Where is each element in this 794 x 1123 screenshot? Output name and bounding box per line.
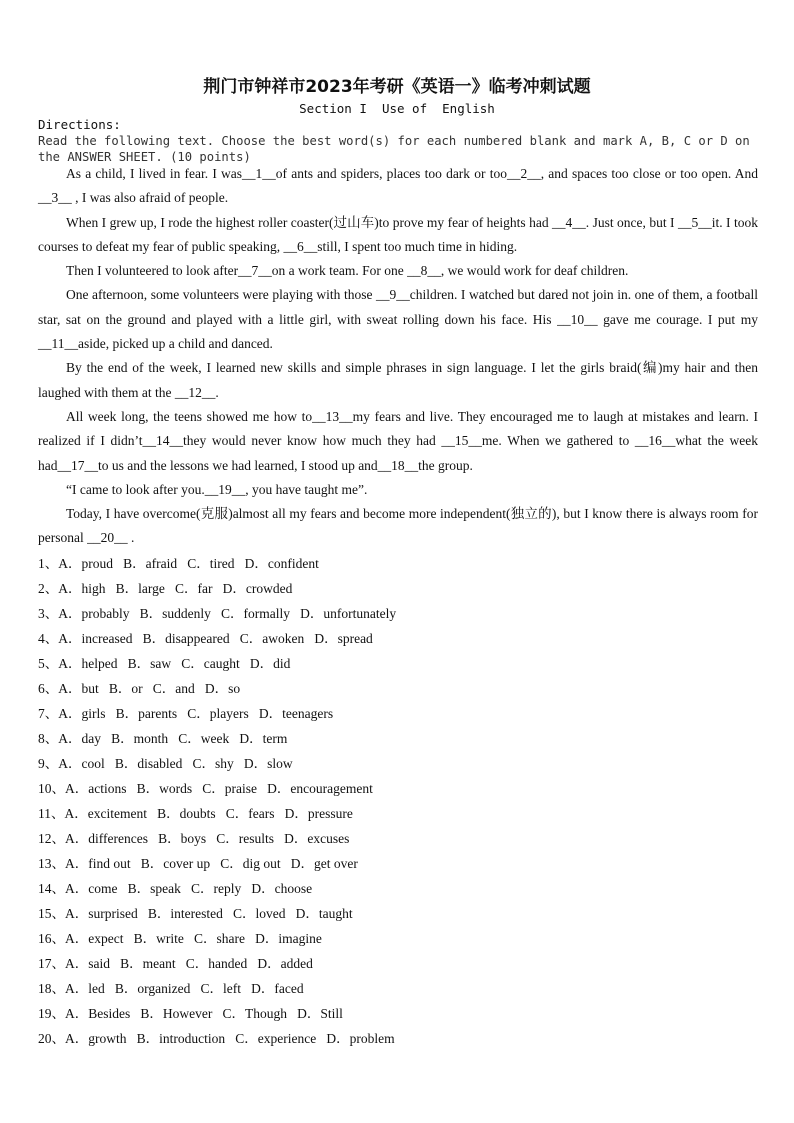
option-c: C．praise [202, 781, 258, 796]
option-c: C．tired [187, 556, 235, 571]
option-d: D．teenagers [258, 706, 334, 721]
option-b: B．parents [115, 706, 178, 721]
option-c: C．week [178, 731, 230, 746]
question-number: 15、 [38, 906, 65, 921]
option-c: C．caught [181, 656, 240, 671]
question-number: 9、 [38, 756, 59, 771]
option-c: C．loved [232, 906, 286, 921]
option-b: B．month [111, 731, 169, 746]
option-row [38, 876, 758, 901]
option-c: C．results [216, 831, 274, 846]
question-number: 3、 [38, 606, 59, 621]
option-b: B．suddenly [139, 606, 211, 621]
option-b: B．speak [127, 881, 181, 896]
option-c: C．awoken [239, 631, 305, 646]
option-d: D．excuses [284, 831, 350, 846]
option-a: A．actions [65, 781, 127, 796]
option-d: D．taught [295, 906, 353, 921]
question-number: 20、 [38, 1031, 65, 1046]
passage-paragraph: One afternoon, some volunteers were playing with those __9__children. I watched but dared not join in. one of them, a football star, sat on the ground and played with a little girl, with sweat rolling down his face. His __10__ gave me courage. I put my __11__aside, picked up a child and danced. [38, 287, 758, 352]
option-b: B．disabled [114, 756, 183, 771]
option-b: B．boys [158, 831, 207, 846]
option-b: B．doubts [157, 806, 216, 821]
question-number: 10、 [38, 781, 65, 796]
question-number: 12、 [38, 831, 65, 846]
option-a: A．proud [58, 556, 113, 571]
page-title: 荆门市钟祥市2023年考研《英语一》临考冲刺试题 [203, 77, 591, 97]
question-number: 1、 [38, 556, 59, 571]
option-d: D．unfortunately [300, 606, 397, 621]
option-a: A．led [65, 981, 105, 996]
option-a: A．cool [58, 756, 105, 771]
directions-text: Read the following text. Choose the best word(s) for each numbered blank and mark A, B, C or D on the ANSWER SHEET. (10 points) [38, 134, 750, 164]
option-c: C．dig out [220, 856, 281, 871]
question-number: 4、 [38, 631, 59, 646]
option-d: D．Still [297, 1006, 343, 1021]
passage-paragraph: Then I volunteered to look after__7__on a work team. For one __8__, we would work for deaf children. [66, 263, 629, 279]
question-number: 13、 [38, 856, 65, 871]
option-d: D．term [239, 731, 288, 746]
option-b: B．words [136, 781, 193, 796]
question-number: 17、 [38, 956, 65, 971]
option-b: B．write [133, 931, 184, 946]
question-number: 11、 [38, 806, 65, 821]
option-a: A．probably [58, 606, 130, 621]
option-row [38, 601, 758, 626]
option-d: D．encouragement [267, 781, 373, 796]
option-b: B．interested [147, 906, 223, 921]
option-row [38, 676, 758, 701]
option-d: D．imagine [255, 931, 322, 946]
passage-paragraph: By the end of the week, I learned new skills and simple phrases in sign language. I let the girls braid(编)my hair and then laughed with them at the __12__. [38, 360, 758, 400]
passage-paragraph: Today, I have overcome(克服)almost all my fears and become more independent(独立的), but I know there is always room for personal __20__ . [38, 506, 758, 546]
option-d: D．slow [243, 756, 293, 771]
option-d: D．faced [251, 981, 304, 996]
directions-label: Directions: [38, 117, 121, 132]
option-a: A．said [65, 956, 110, 971]
answer-options-list [38, 551, 758, 1051]
option-c: C．Though [222, 1006, 287, 1021]
option-b: B．However [140, 1006, 213, 1021]
passage-paragraph: As a child, I lived in fear. I was__1__of ants and spiders, places too dark or too__2__, and spaces too close or too open. And __3__ , I was also afraid of people. [38, 166, 758, 206]
option-b: B．large [115, 581, 165, 596]
option-row [38, 776, 758, 801]
question-number: 6、 [38, 681, 59, 696]
option-b: B．afraid [123, 556, 178, 571]
option-d: D．added [257, 956, 313, 971]
option-a: A．differences [65, 831, 148, 846]
option-d: D．did [249, 656, 291, 671]
option-c: C．left [200, 981, 241, 996]
option-row [38, 926, 758, 951]
passage-paragraph: When I grew up, I rode the highest roller coaster(过山车)to prove my fear of heights had __4__. Just once, but I __5__it. I took courses to defeat my fear of public speaking, __6__still, I spent too much time in hiding. [38, 214, 758, 254]
question-number: 18、 [38, 981, 65, 996]
option-c: C．experience [235, 1031, 317, 1046]
option-a: A．but [58, 681, 99, 696]
option-d: D．choose [251, 881, 313, 896]
option-a: A．excitement [64, 806, 147, 821]
option-row [38, 626, 758, 651]
option-b: B．disappeared [142, 631, 230, 646]
option-a: A．day [58, 731, 101, 746]
passage-paragraph: All week long, the teens showed me how to__13__my fears and live. They encouraged me to laugh at mistakes and learn. I realized if I didn’t__14__they would never know how much they had __15__me. When we gathered to __16__what the week had__17__to us and the lessons we had learned, I stood up and__18__the group. [38, 408, 758, 473]
question-number: 7、 [38, 706, 59, 721]
option-b: B．introduction [136, 1031, 226, 1046]
cloze-passage [38, 162, 758, 551]
option-row [38, 826, 758, 851]
option-b: B．meant [120, 956, 176, 971]
question-number: 5、 [38, 656, 59, 671]
option-row [38, 651, 758, 676]
option-b: B．cover up [140, 856, 211, 871]
option-row [38, 851, 758, 876]
passage-paragraph: “I came to look after you.__19__, you have taught me”. [66, 481, 368, 497]
option-row [38, 726, 758, 751]
option-d: D．so [204, 681, 241, 696]
option-d: D．confident [244, 556, 319, 571]
question-number: 16、 [38, 931, 65, 946]
option-row [38, 751, 758, 776]
option-a: A．expect [65, 931, 124, 946]
option-row [38, 976, 758, 1001]
option-c: C．formally [221, 606, 291, 621]
option-d: D．crowded [222, 581, 293, 596]
option-b: B．or [108, 681, 143, 696]
option-row [38, 701, 758, 726]
option-d: D．problem [326, 1031, 395, 1046]
question-number: 14、 [38, 881, 65, 896]
option-d: D．spread [314, 631, 373, 646]
option-a: A．helped [58, 656, 118, 671]
option-a: A．find out [65, 856, 131, 871]
option-row [38, 1026, 758, 1051]
option-c: C．and [152, 681, 195, 696]
option-row [38, 576, 758, 601]
option-c: C．far [175, 581, 213, 596]
option-c: C．share [193, 931, 245, 946]
option-row [38, 1001, 758, 1026]
option-d: D．pressure [284, 806, 353, 821]
option-d: D．get over [290, 856, 358, 871]
option-a: A．girls [58, 706, 106, 721]
option-row [38, 801, 758, 826]
option-a: A．come [65, 881, 118, 896]
option-a: A．Besides [65, 1006, 131, 1021]
question-number: 2、 [38, 581, 59, 596]
question-number: 8、 [38, 731, 59, 746]
option-b: B．saw [127, 656, 172, 671]
option-a: A．high [58, 581, 106, 596]
option-c: C．handed [185, 956, 248, 971]
option-row [38, 901, 758, 926]
section-heading: Section I Use of English [299, 101, 495, 116]
question-number: 19、 [38, 1006, 65, 1021]
option-b: B．organized [114, 981, 191, 996]
option-c: C．players [187, 706, 249, 721]
option-row [38, 951, 758, 976]
option-a: A．surprised [65, 906, 138, 921]
option-a: A．increased [58, 631, 133, 646]
option-a: A．growth [65, 1031, 127, 1046]
option-row [38, 551, 758, 576]
option-c: C．shy [192, 756, 234, 771]
option-c: C．fears [225, 806, 275, 821]
option-c: C．reply [190, 881, 242, 896]
